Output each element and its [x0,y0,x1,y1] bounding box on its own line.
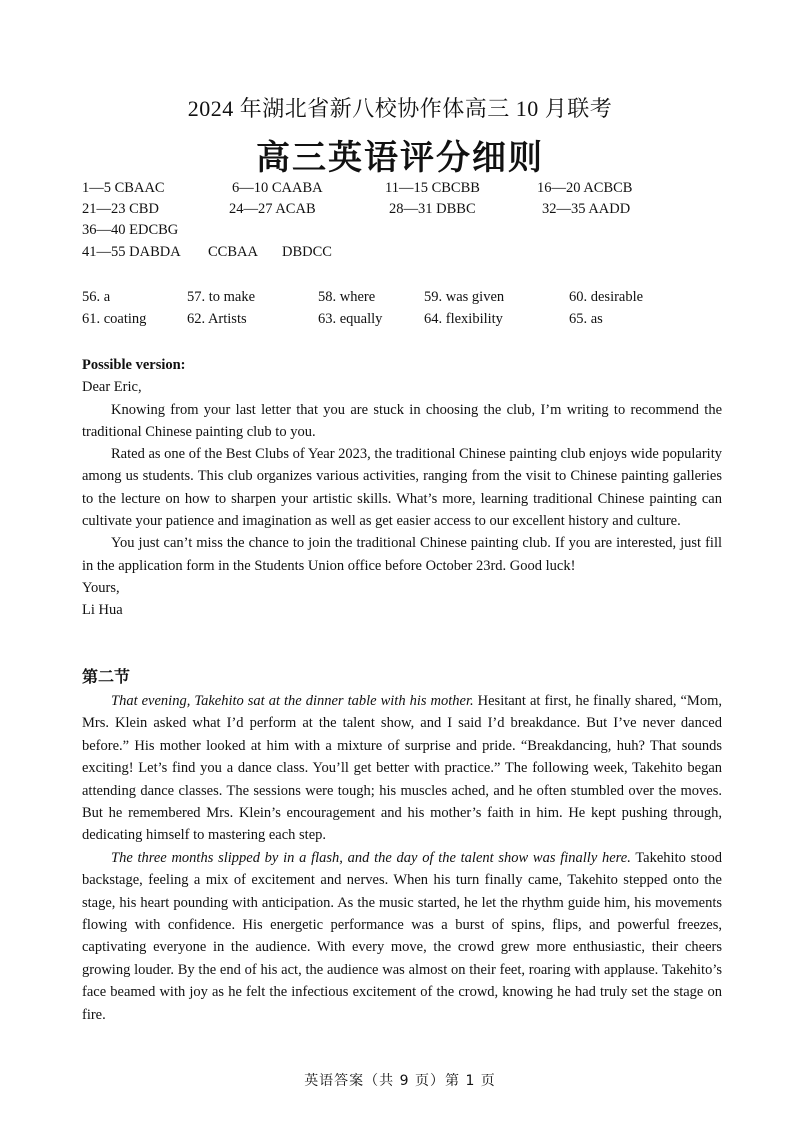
fill-blank-item: 58. where [318,289,376,305]
letter-paragraph: Knowing from your last letter that you are stuck in choosing the club, I’m writing to recommend the traditional Chinese painting club to you. [82,401,722,440]
fill-blank-item: 62. Artists [187,311,247,327]
fill-blank-item: 57. to make [187,289,256,305]
page-footer: 英语答案（共 9 页）第 1 页 [304,1073,496,1089]
writing-heading: Possible version: [82,357,186,373]
document-title: 高三英语评分细则 [256,140,544,177]
answer-key-item: 21—23 CBD [82,201,159,217]
letter-signature: Li Hua [82,602,123,619]
paragraph-lead-sentence: The three months slipped by in a flash, and the day of the talent show was finally here. [111,849,631,866]
paragraph-body: Takehito stood backstage, feeling a mix of excitement and nerves. When his turn finally came, Takehito stepped onto the stage, his heart pounding with anticipation. As the music started, he let the rhythm guide him, his movements flowing with confidence. His energetic performance was a burst of spins, flips, and powerful freezes, captivating everyone in the audience. With every move, the crowd grew more enthusiastic, their cheers growing louder. By the end of his act, the audience was almost on their feet, roaring with applause. Takehito’s face beamed with joy as he felt the infectious excitement of the crowd, knowing he had truly set the stage on fire. [82,849,722,1023]
continuation-story [82,690,722,1026]
fill-blank-item: 65. as [569,311,603,327]
story-paragraph [82,690,722,847]
answer-key-item: DBDCC [282,244,332,260]
answer-key-item: 11—15 CBCBB [385,180,480,196]
exam-title: 2024 年湖北省新八校协作体高三 10 月联考 [187,96,613,121]
answer-key-item: CCBAA [208,244,258,260]
letter-paragraph: Rated as one of the Best Clubs of Year 2023, the traditional Chinese painting club enjoys wide popularity among us students. This club organizes various activities, ranging from the visit to Chinese painting galleries to the lecture on how to sharpen your artistic skills. What’s more, learning traditional Chinese painting can cultivate your patience and imagination as well as get easier access to our excellent history and culture. [82,446,722,530]
letter-greeting: Dear Eric, [82,379,142,396]
answer-key-item: 24—27 ACAB [229,201,316,217]
paragraph-lead-sentence: That evening, Takehito sat at the dinner table with his mother. [111,693,474,709]
answer-key-item: 32—35 AADD [542,201,631,217]
fill-blank-item: 60. desirable [569,289,644,305]
answer-key-item: 6—10 CAABA [232,180,323,196]
fill-blank-item: 56. a [82,289,111,305]
answer-key-item: 36—40 EDCBG [82,222,179,238]
story-paragraph [82,847,722,1026]
letter-paragraph: You just can’t miss the chance to join the traditional Chinese painting club. If you are interested, just fill in the application form in the Students Union office before October 23rd. Good luck! [82,535,722,574]
answer-key-item: 41—55 DABDA [82,244,181,260]
answer-key-item: 16—20 ACBCB [537,180,633,196]
section-title: 第二节 [82,667,131,686]
fill-blank-item: 63. equally [318,311,383,327]
writing-sample [82,354,722,622]
paragraph-body: Hesitant at first, he finally shared, “Mom, Mrs. Klein asked what I’d perform at the talent show, and I said I’d breakdance. But I’ve never danced before.” His mother looked at him with a mixture of surprise and pride. “Breakdancing, huh? That sounds exciting! Let’s find you a dance class. You’ll get better with practice.” The following week, Takehito began attending dance classes. The sessions were tough; his muscles ached, and he often stumbled over the moves. But he remembered Mrs. Klein’s encouragement and his mother’s faith in him. He kept pushing through, dedicating himself to mastering each step. [82,693,722,844]
letter-closing: Yours, [82,579,120,596]
fill-blank-item: 64. flexibility [424,311,503,327]
answer-key-item: 1—5 CBAAC [82,180,165,196]
fill-blank-item: 59. was given [424,289,505,305]
fill-blank-item: 61. coating [82,311,147,327]
answer-key-item: 28—31 DBBC [389,201,476,217]
